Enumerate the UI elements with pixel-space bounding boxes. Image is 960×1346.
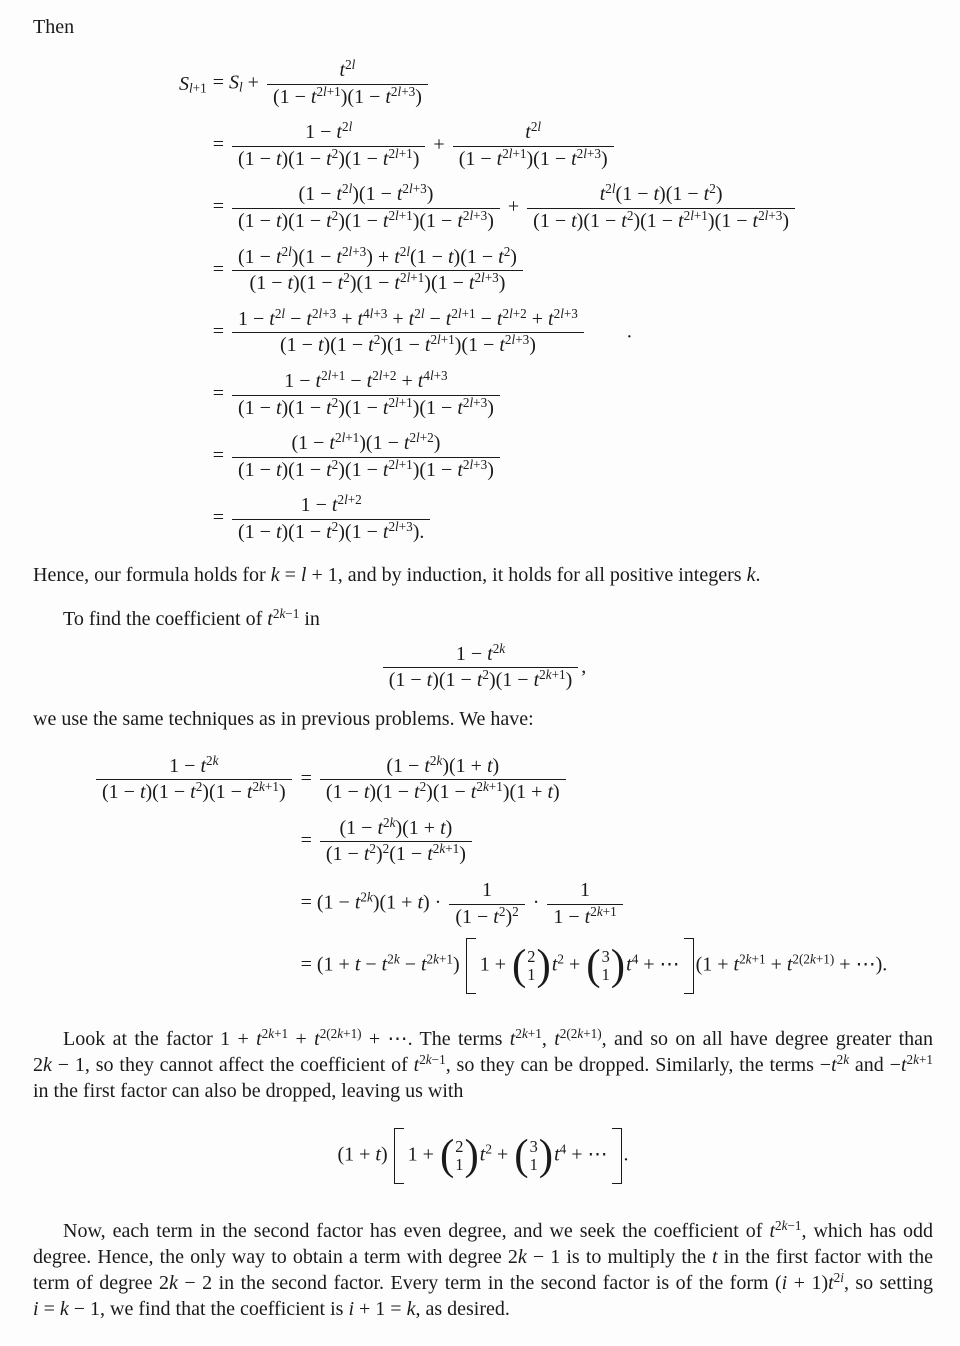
fraction-denominator: $(1 - t^2)^2$ [449,904,524,931]
fraction [232,369,500,421]
fraction-denominator: $(1 - t^2)^2(1 - t^{2k+1})$ [320,841,472,868]
fraction-denominator: $(1 - t)(1 - t^2)(1 - t^{2l+1})(1 - t^{2l+3})$ [232,332,584,359]
inline-math: $(i + 1)t^{2i}$ [775,1270,844,1295]
binomial-top: 3 [601,946,610,966]
equation-rhs: = $\frac{1 - t^{2l+1} - t^{2l+2} + t^{4l+3}}{(1 - t)(1 - t^2)(1 - t^{2l+1})(1 - t^{2l+3})}$ [213,367,798,423]
paragraph-tofind: To find the coefficient of $t^{2k-1}$ in [63,605,320,630]
fraction-numerator: $t^{2l}(1 - t)(1 - t^2)$ [599,181,723,206]
binomial-coefficient: ( 2 1 ) [511,942,551,990]
fraction [449,878,524,930]
inline-math: k = l + 1 [270,563,338,586]
fraction-denominator: $(1 - t)(1 - t^2)(1 - t^{2l+1})(1 - t^{2l+3})$ [232,457,500,484]
fraction-denominator: $(1 - t)(1 - t^2)(1 - t^{2l+1})(1 - t^{2l+3})$ [232,208,500,235]
big-right-bracket [684,938,694,994]
fraction [527,182,795,234]
fraction [320,816,472,868]
fraction [232,493,430,545]
fraction-denominator: $(1 - t)(1 - t^2)(1 - t^{2k+1})$ [96,779,292,806]
paragraph-now: Now, each term in the second factor has even degree, and we seek the coefficient of $t^{2k-1}$, which has odd degree. Hence, the only way to obtain a term with degree 2k − 1 is to multiply the t in the first factor with the term of degree 2k − 2 in the second factor. Every term in the second factor is of the form $(i + 1)t^{2i}$, so setting i = k − 1, we find that the coefficient is i + 1 = k, as desired. [33,1218,934,1321]
fraction-denominator: $(1 - t^{2l+1})(1 - t^{2l+3})$ [453,146,614,173]
inline-math: $-t^{2k}$ [819,1052,850,1077]
equation-rhs: = $(1 + t - t^{2k} - t^{2k+1})$ 1 + ( 2 1 ) $t^2$ + ( 3 1 ) $t^4$ + ⋯ ($1 + t^{2k+1} + t^{2(2k+1)}$ + ⋯). [301,938,888,994]
fraction [383,642,579,694]
inline-math: $-t^{2k+1}$ [889,1052,933,1077]
inline-math: $t^{2(2k+1)}$ [554,1026,602,1051]
fraction-numerator: $1 - t^{2k}$ [455,640,506,665]
fraction [232,245,523,297]
fraction-numerator: $t^{2l}$ [525,118,542,144]
equation-block-expansion [93,752,933,995]
inline-math: i + 1 = k [348,1298,416,1321]
inline-math: 2k − 1 [33,1054,85,1077]
binomial-entries [601,948,611,985]
fraction-numerator: $t^{2l}$ [339,56,356,81]
equation-block-induction [179,56,933,548]
equation-rhs: = $\frac{(1 - t^{2k})(1 + t)}{(1 - t^2)^2(1 - t^{2k+1})}$ [301,814,888,870]
inline-math: i = k − 1 [33,1298,101,1321]
binomial-coefficient: ( 3 1 ) [586,942,626,990]
fraction [267,58,428,110]
fraction-denominator: $(1 - t)(1 - t^2)(1 - t^{2l+1})(1 - t^{2l+3})$ [232,270,523,297]
fraction-numerator: $1 - t^{2l} - t^{2l+3} + t^{4l+3} + t^{2l} - t^{2l+1} - t^{2l+2} + t^{2l+3}$ [237,305,578,330]
big-left-bracket [394,1128,404,1184]
inline-math: k [746,563,756,586]
binomial-top: 2 [455,1136,464,1156]
binomial-top: 2 [527,946,536,966]
inline-math: $t^{2k-1}$ [769,1218,802,1243]
fraction-numerator: $1 - t^{2k}$ [169,752,219,777]
fraction-numerator: $(1 - t^{2k})(1 + t)$ [386,752,500,777]
fraction-denominator: $(1 - t)(1 - t^2)(1 - t^{2k+1})$ [383,667,579,694]
fraction-numerator: $1 - t^{2l+1} - t^{2l+2} + t^{4l+3}$ [284,367,448,392]
inline-math: $t^{2k+1}$ [509,1026,542,1051]
fraction-numerator: $(1 - t^{2k})(1 + t)$ [339,814,453,839]
paragraph-then: Then [33,16,75,38]
binomial-entries [454,1138,464,1175]
inline-math: 2k − 2 [159,1272,213,1295]
fraction [547,878,622,930]
inline-math: $t^{2k-1}$ [413,1052,446,1077]
fraction-denominator: $(1 - t)(1 - t^2)(1 - t^{2l+1})(1 - t^{2l+3})$ [232,395,500,422]
inline-math: $t^{2k-1}$ [267,605,300,630]
binomial-bottom: 1 [455,1155,464,1175]
fraction-denominator: $(1 - t)(1 - t^2)(1 - t^{2k+1})(1 + t)$ [320,779,566,806]
binomial-top: 3 [529,1136,538,1156]
fraction-numerator: $(1 - t^{2l+1})(1 - t^{2l+2})$ [291,429,441,455]
fraction [232,182,500,234]
paragraph-weuse: we use the same techniques as in previous problems. We have: [33,707,534,730]
fraction-denominator: $(1 - t)(1 - t^2)(1 - t^{2l+1})$ [232,146,425,173]
binomial-entries [526,948,536,985]
equation-rhs: = $\frac{1 - t^{2l}}{(1 - t)(1 - t^2)(1 - t^{2l+1})}$ + $\frac{t^{2l}}{(1 - t^{2l+1})(1 - t^{2l+3})}$ [213,118,798,174]
binomial-bottom: 1 [527,965,536,985]
paragraph-hence: Hence, our formula holds for k = l + 1, and by induction, it holds for all positive integers k. [33,563,761,586]
fraction [320,754,566,806]
equation-rhs: = $\frac{(1 - t^{2k})(1 + t)}{(1 - t)(1 - t^2)(1 - t^{2k+1})(1 + t)}$ [301,752,888,808]
fraction-denominator: $(1 - t)(1 - t^2)(1 - t^{2l+3})$. [232,519,430,546]
fraction [232,120,425,172]
equation-rhs: = $\frac{1 - t^{2l+2}}{(1 - t)(1 - t^2)(1 - t^{2l+3}).}$ [213,491,798,547]
equation-rhs: = $\frac{(1 - t^{2l})(1 - t^{2l+3}) + t^{2l}(1 - t)(1 - t^2)}{(1 - t)(1 - t^2)(1 - t^{2l+1})(1 - t^{2l+3})}$ [213,243,798,299]
binomial-bottom: 1 [601,965,610,985]
fraction [453,120,614,172]
fraction-denominator: $1 - t^{2k+1}$ [547,904,622,931]
inline-math: $1 + t^{2k+1} + t^{2(2k+1)}$ + ⋯ [220,1026,408,1051]
binomial-coefficient: ( 2 1 ) [439,1132,479,1180]
big-left-bracket [466,938,476,994]
big-right-bracket [612,1128,622,1184]
equation-lhs: $S_{l+1}$ [179,73,207,96]
fraction [232,307,584,359]
fraction-numerator: 1 [580,879,591,902]
fraction-denominator: $(1 - t)(1 - t^2)(1 - t^{2l+1})(1 - t^{2l+3})$ [527,208,795,235]
equation-rhs: = $\frac{1 - t^{2l} - t^{2l+3} + t^{4l+3} + t^{2l} - t^{2l+1} - t^{2l+2} + t^{2l+3}}{(1 - t)(1 - t^2)(1 - t^{2l+1})(1 - t^{2l+3})}$ . [213,305,798,361]
equation-lhs [93,752,295,808]
fraction-numerator: $1 - t^{2l}$ [305,118,353,144]
inline-math: 2k − 1 [507,1246,561,1269]
paragraph-look: Look at the factor $1 + t^{2k+1} + t^{2(2k+1)}$ + ⋯. The terms $t^{2k+1}$, $t^{2(2k+1)}$, and so on all have degree greater than 2k − 1, so they cannot affect the coefficient of $t^{2k-1}$, so they can be dropped. Similarly, the terms $-t^{2k}$ and $-t^{2k+1}$ in the first factor can also be dropped, leaving us with [33,1026,934,1103]
fraction-numerator: $1 - t^{2l+2}$ [300,492,362,517]
fraction [232,431,500,483]
fraction-numerator: $(1 - t^{2l})(1 - t^{2l+3}) + t^{2l}(1 - t)(1 - t^2)$ [237,243,517,268]
equation-rhs: = $S_l$ + $\frac{t^{2l}}{(1 - t^{2l+1})(1 - t^{2l+3})}$ [213,56,798,112]
equation-rhs: = $(1 - t^{2k})(1 + t)$ · $\frac{1}{(1 - t^2)^2}$ · $\frac{1}{1 - t^{2k+1}}$ [301,876,888,932]
binomial-bottom: 1 [529,1155,538,1175]
equation-rhs: = $\frac{(1 - t^{2l})(1 - t^{2l+3})}{(1 - t)(1 - t^2)(1 - t^{2l+1})(1 - t^{2l+3})}$ + $\frac{t^{2l}(1 - t)(1 - t^2)}{(1 - t)(1 - t^2)(1 - t^{2l+1})(1 - t^{2l+3})}$ [213,180,798,236]
display-equation-reduced-product: (1 + t) 1 + ( 2 1 ) $t^2$ + ( 3 1 ) $t^4$ + ⋯ . [33,1128,933,1184]
fraction-denominator: $(1 - t^{2l+1})(1 - t^{2l+3})$ [267,84,428,111]
binomial-entries [529,1138,539,1175]
fraction-numerator: 1 [482,879,493,902]
fraction-numerator: $(1 - t^{2l})(1 - t^{2l+3})$ [298,181,434,206]
display-equation-coefficient-target: $\frac{1 - t^{2k}}{(1 - t)(1 - t^2)(1 - t^{2k+1})}$ , [33,640,933,696]
inline-math: t [711,1246,718,1269]
equation-rhs: = $\frac{(1 - t^{2l+1})(1 - t^{2l+2})}{(1 - t)(1 - t^2)(1 - t^{2l+1})(1 - t^{2l+3})}$ [213,429,798,485]
fraction [96,754,292,806]
binomial-coefficient: ( 3 1 ) [514,1132,554,1180]
